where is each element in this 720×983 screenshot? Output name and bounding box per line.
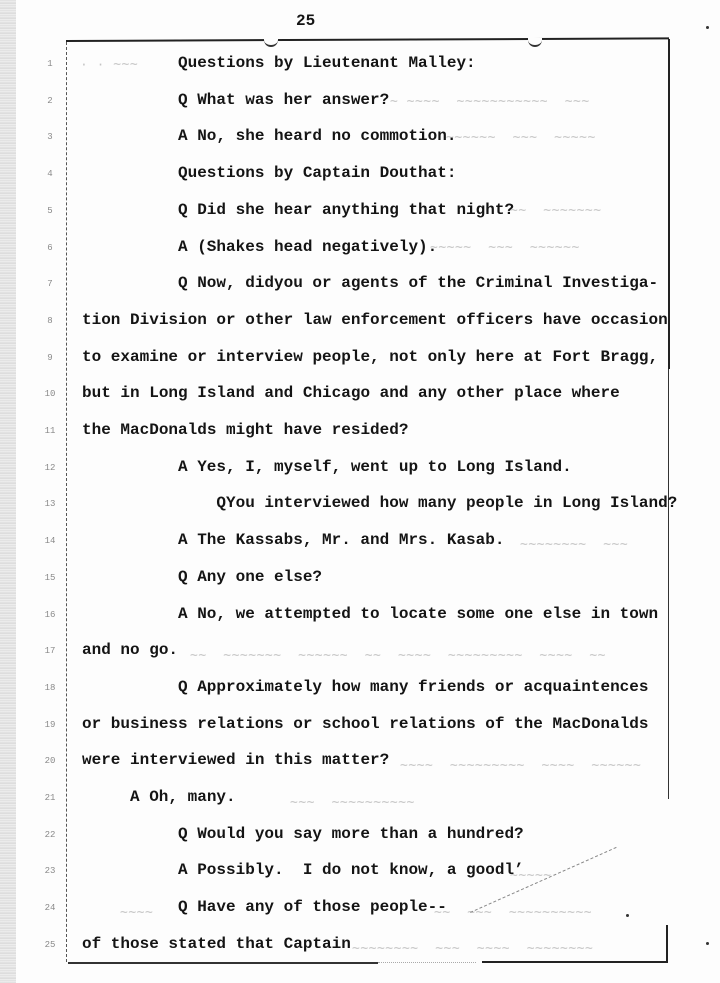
bleed-through-texture: ∼∼∼ ∼∼∼∼∼∼∼∼∼∼ [290,795,415,810]
line-number: 7 [47,279,53,290]
bleed-through-texture: ∼∼∼∼∼ [510,868,552,883]
transcript-line: or business relations or school relations of the MacDonalds [82,714,649,733]
frame-right-border [666,925,668,962]
bleed-through-texture: ∼ ∼∼∼∼ ∼∼∼∼∼∼∼∼∼∼∼ ∼∼∼ [390,94,590,109]
line-number: 15 [44,572,56,583]
scanned-page-edge [0,0,16,983]
line-number: 12 [44,462,56,473]
line-number: 16 [44,609,56,620]
line-number: 20 [44,756,56,767]
frame-bottom-border [482,961,668,963]
scan-speck [626,914,629,917]
line-number: 5 [47,205,53,216]
transcript-line: Q Now, didyou or agents of the Criminal Investiga- [178,274,659,293]
transcript-line: A Yes, I, myself, went up to Long Island. [178,457,572,476]
line-number: 8 [47,315,53,326]
transcript-line: Questions by Captain Douthat: [178,164,457,183]
bleed-through-texture: ∼∼ ∼∼∼ ∼∼∼∼∼∼∼∼∼∼ [434,905,593,920]
line-number: 18 [44,682,56,693]
binder-notch [264,38,278,47]
line-number: 19 [44,719,56,730]
scan-speck [706,942,709,945]
frame-bottom-border [378,962,476,963]
line-number: 23 [44,866,56,877]
transcript-line: tion Division or other law enforcement officers have occasion [82,310,668,329]
line-number: 4 [47,169,53,180]
line-number: 22 [44,829,56,840]
line-number: 14 [44,536,56,547]
transcript-line: Q Did she hear anything that night? [178,200,515,219]
transcript-line: the MacDonalds might have resided? [82,421,409,439]
transcript-line: A No, she heard no commotion. [178,127,457,146]
bleed-through-texture: ∼∼∼∼ ∼∼∼∼∼∼∼∼∼ ∼∼∼∼ ∼∼∼∼∼∼ [400,758,642,773]
transcript-line: to examine or interview people, not only here at Fort Bragg, [82,347,659,366]
line-number: 25 [44,939,56,950]
transcript-line: A Oh, many. [130,788,236,806]
transcript-line: A The Kassabs, Mr. and Mrs. Kasab. [178,531,505,550]
transcript-line: A (Shakes head negatively). [178,237,438,256]
transcript-line: Q Approximately how many friends or acquaintences [178,677,649,696]
transcript-line: Q What was her answer? [178,90,390,109]
bleed-through-texture: · · ∼∼∼ [80,57,139,72]
binder-notch [528,38,542,47]
bleed-through-texture: ∼∼∼∼ [120,905,154,920]
frame-left-border [66,42,67,962]
transcript-line: but in Long Island and Chicago and any other place where [82,384,620,403]
transcript-line: A Possibly. I do not know, a goodl’ [178,861,524,880]
transcript-line: A No, we attempted to locate some one else in town [178,604,659,623]
transcript-line: Questions by Lieutenant Malley: [178,54,476,72]
line-number: 6 [47,242,53,253]
transcript-line: Q Have any of those people-- [178,898,447,917]
bleed-through-texture: ∼∼ ∼∼∼∼∼∼∼ ∼∼∼∼∼∼ ∼∼ ∼∼∼∼ ∼∼∼∼∼∼∼∼∼ ∼∼∼∼ ∼∼ [190,648,606,663]
line-number: 2 [47,95,53,106]
line-number: 1 [47,59,53,69]
frame-right-border [668,39,670,369]
scan-speck [706,26,709,29]
transcript-line: Q Any one else? [178,567,323,586]
bleed-through-texture: ∼∼∼∼∼∼ ∼∼∼ ∼∼∼∼∼ [446,130,596,145]
line-number: 24 [44,903,56,914]
line-number: 10 [44,389,56,400]
line-number: 11 [44,426,56,436]
bleed-through-texture: ∼∼∼∼∼ ∼∼∼ ∼∼∼∼∼∼ [430,240,580,255]
line-number: 17 [44,646,56,657]
frame-bottom-border [68,962,378,964]
line-number: 9 [47,352,53,363]
transcript-line: and no go. [82,641,179,660]
bleed-through-texture: ∼∼∼∼∼∼∼∼ ∼∼∼ [520,537,629,552]
line-number: 13 [44,499,56,510]
transcript-line: of those stated that Captain [82,934,351,953]
line-number: 3 [47,132,53,143]
bleed-through-texture: ∼∼ ∼∼∼∼∼∼∼ [510,203,602,218]
bleed-through-texture: ∼∼∼∼∼∼∼∼ ∼∼∼ ∼∼∼∼ ∼∼∼∼∼∼∼∼ [352,941,594,956]
transcript-line: QYou interviewed how many people in Long Island? [216,494,678,513]
line-number: 21 [44,793,56,803]
frame-right-border [668,369,669,799]
page-number: 25 [296,12,316,30]
transcript-line: Q Would you say more than a hundred? [178,824,524,843]
frame-top-border [66,37,669,42]
transcript-line: were interviewed in this matter? [82,751,390,770]
